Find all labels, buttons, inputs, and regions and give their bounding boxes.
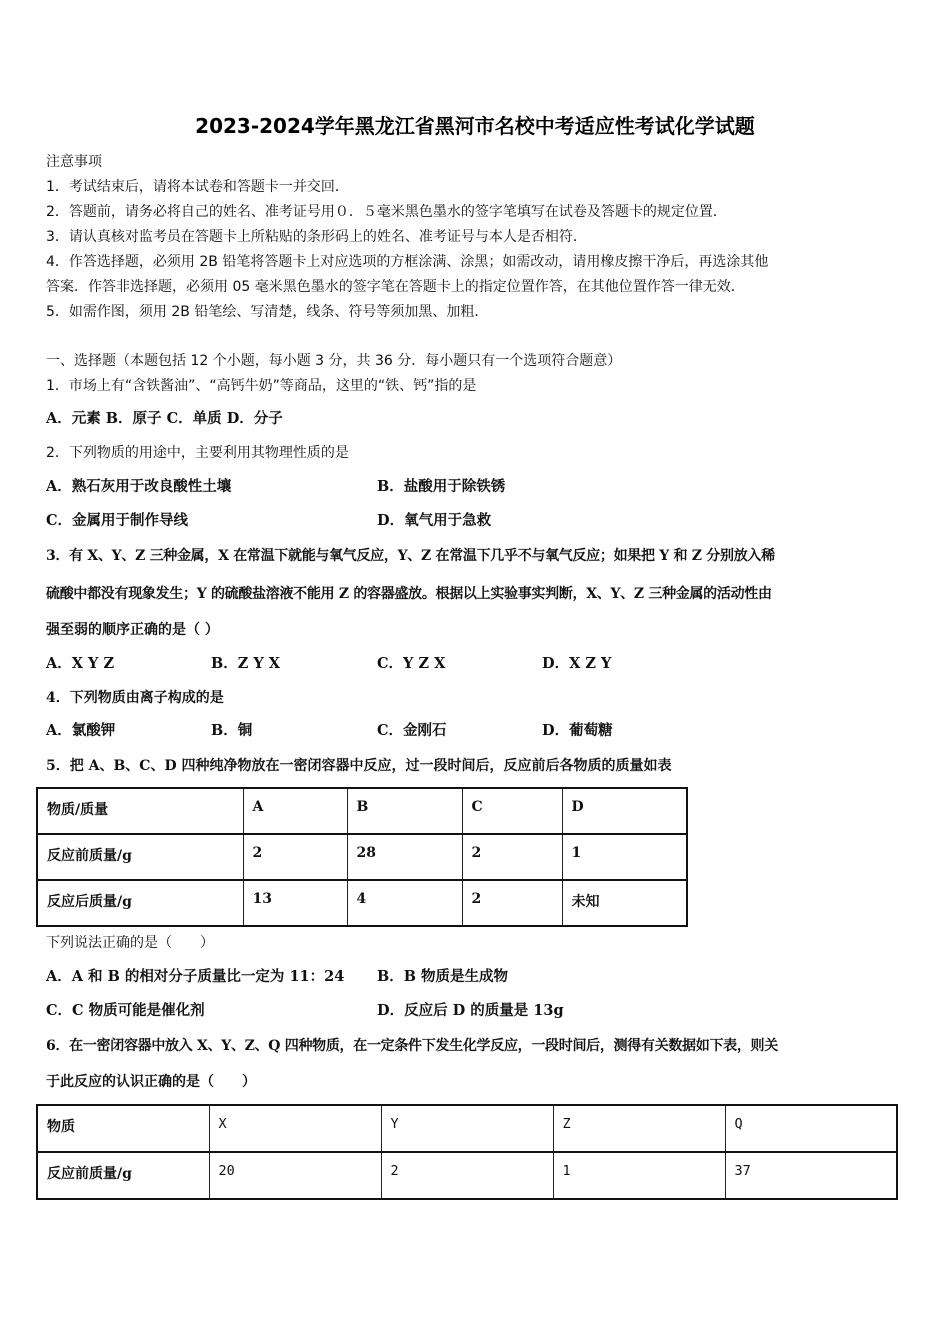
table-cell: 28 <box>347 834 462 880</box>
question-4-stem: 4．下列物质由离子构成的是 <box>46 690 224 706</box>
table-cell: Y <box>381 1105 553 1152</box>
table-cell: 反应前质量/g <box>37 1152 209 1199</box>
document-title: 2023-2024学年黑龙江省黑河市名校中考适应性考试化学试题 <box>195 114 755 138</box>
question-3-stem: 3．有 X、Y、Z 三种金属，X 在常温下就能与氧气反应，Y、Z 在常温下几乎不与氧气反应；如果把 Y 和 Z 分别放入稀 <box>46 548 775 564</box>
table-cell: 2 <box>462 880 562 926</box>
notice-item: 1．考试结束后，请将本试卷和答题卡一并交回． <box>46 179 349 195</box>
question-6-table <box>36 1104 898 1200</box>
table-cell: 反应前质量/g <box>37 834 243 880</box>
question-3-stem: 强至弱的顺序正确的是（ ） <box>46 622 219 638</box>
question-4-option-c: C．金刚石 <box>377 722 447 739</box>
table-row <box>37 880 687 926</box>
question-5-prompt: 下列说法正确的是（ ） <box>46 935 214 951</box>
question-2-option-d: D．氧气用于急救 <box>377 512 492 529</box>
notice-item: 答案．作答非选择题，必须用 05 毫米黑色墨水的签字笔在答题卡上的指定位置作答，在其他位置作答一律无效． <box>46 279 745 295</box>
question-1-stem: 1．市场上有“含铁酱油”、“高钙牛奶”等商品，这里的“铁、钙”指的是 <box>46 378 477 394</box>
notice-item: 5．如需作图，须用 2B 铅笔绘、写清楚，线条、符号等须加黑、加粗． <box>46 304 489 320</box>
table-cell: Q <box>725 1105 897 1152</box>
question-4-option-d: D．葡萄糖 <box>542 722 613 739</box>
notice-item: 4．作答选择题，必须用 2B 铅笔将答题卡上对应选项的方框涂满、涂黑；如需改动，请用橡皮擦干净后，再选涂其他 <box>46 254 769 270</box>
question-4-option-b: B．铜 <box>211 722 253 739</box>
table-cell: 2 <box>243 834 347 880</box>
question-2-stem: 2．下列物质的用途中，主要利用其物理性质的是 <box>46 445 349 461</box>
table-row <box>37 1105 897 1152</box>
question-2-option-c: C．金属用于制作导线 <box>46 512 189 529</box>
question-2-option-b: B．盐酸用于除铁锈 <box>377 478 506 495</box>
question-3-option-c: C．Y Z X <box>377 655 446 672</box>
question-6-stem: 于此反应的认识正确的是（ ） <box>46 1074 256 1090</box>
table-row <box>37 788 687 834</box>
table-cell: 物质/质量 <box>37 788 243 834</box>
table-cell: 物质 <box>37 1105 209 1152</box>
question-4-option-a: A．氯酸钾 <box>46 722 116 739</box>
table-cell: D <box>562 788 687 834</box>
question-2-option-a: A．熟石灰用于改良酸性土壤 <box>46 478 232 495</box>
question-5-table <box>36 787 688 927</box>
question-5-option-d: D．反应后 D 的质量是 13g <box>377 1002 564 1019</box>
notice-item: 2．答题前，请务必将自己的姓名、准考证号用０．５毫米黑色墨水的签字笔填写在试卷及答题卡的规定位置． <box>46 204 727 220</box>
table-cell: 未知 <box>562 880 687 926</box>
question-3-option-b: B．Z Y X <box>211 655 281 672</box>
table-cell: 1 <box>553 1152 725 1199</box>
question-5-option-b: B．B 物质是生成物 <box>377 968 509 985</box>
notice-item: 3．请认真核对监考员在答题卡上所粘贴的条形码上的姓名、准考证号与本人是否相符． <box>46 229 587 245</box>
table-cell: Z <box>553 1105 725 1152</box>
table-cell: B <box>347 788 462 834</box>
table-row <box>37 1152 897 1199</box>
question-3-option-a: A．X Y Z <box>46 655 115 672</box>
question-1-options: A．元素 B．原子 C．单质 D．分子 <box>46 410 283 427</box>
question-3-stem: 硫酸中都没有现象发生；Y 的硫酸盐溶液不能用 Z 的容器盛放。根据以上实验事实判断，X、Y、Z 三种金属的活动性由 <box>46 586 772 602</box>
table-cell: X <box>209 1105 381 1152</box>
question-5-option-c: C．C 物质可能是催化剂 <box>46 1002 205 1019</box>
table-cell: 反应后质量/g <box>37 880 243 926</box>
question-5-option-a: A．A 和 B 的相对分子质量比一定为 11：24 <box>46 968 345 985</box>
table-cell: 20 <box>209 1152 381 1199</box>
table-cell: 4 <box>347 880 462 926</box>
table-cell: 2 <box>462 834 562 880</box>
question-5-stem: 5．把 A、B、C、D 四种纯净物放在一密闭容器中反应，过一段时间后，反应前后各物质的质量如表 <box>46 758 672 774</box>
table-cell: 37 <box>725 1152 897 1199</box>
table-cell: C <box>462 788 562 834</box>
notice-heading: 注意事项 <box>46 154 102 170</box>
section-heading: 一、选择题（本题包括 12 个小题，每小题 3 分，共 36 分．每小题只有一个选项符合题意） <box>46 353 622 369</box>
table-cell: A <box>243 788 347 834</box>
table-cell: 2 <box>381 1152 553 1199</box>
table-cell: 1 <box>562 834 687 880</box>
question-3-option-d: D．X Z Y <box>542 655 612 672</box>
question-6-stem: 6．在一密闭容器中放入 X、Y、Z、Q 四种物质，在一定条件下发生化学反应，一段时间后，测得有关数据如下表，则关 <box>46 1038 778 1054</box>
table-row <box>37 834 687 880</box>
table-cell: 13 <box>243 880 347 926</box>
